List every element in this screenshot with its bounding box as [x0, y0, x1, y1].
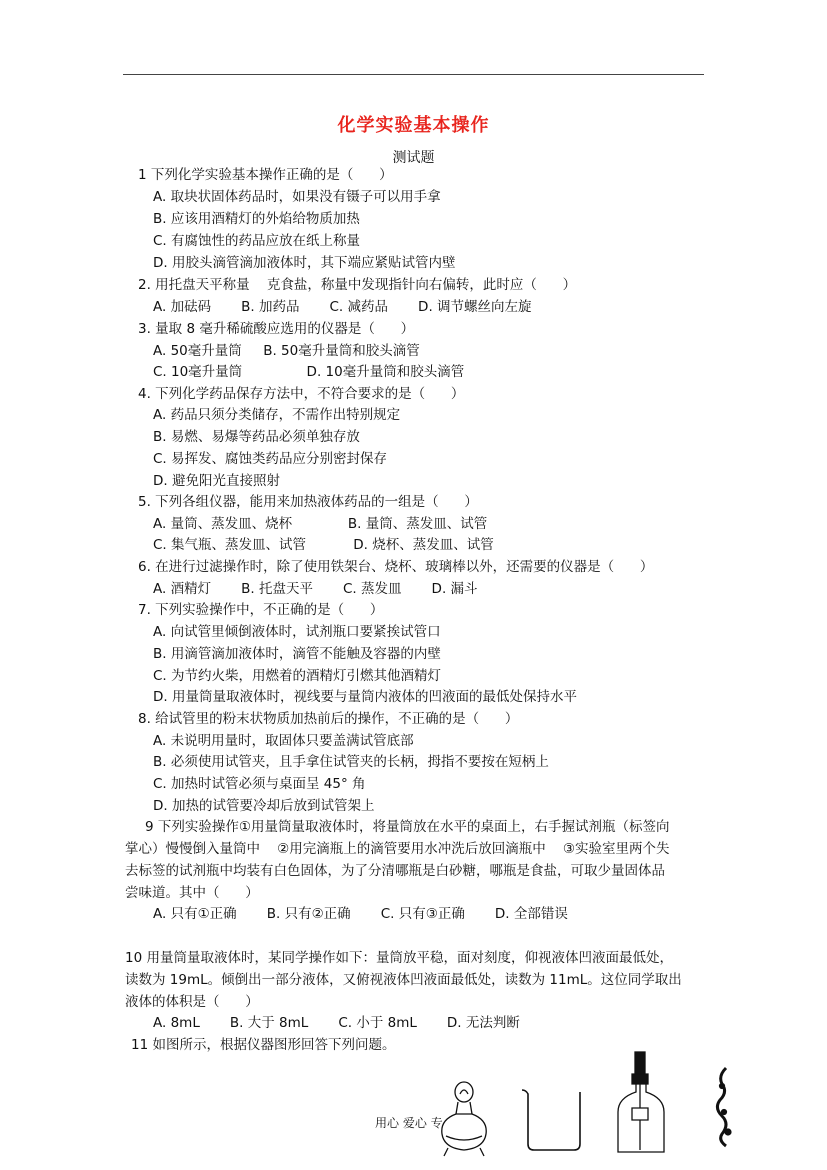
question-7: 7. 下列实验操作中，不正确的是（ ）	[138, 602, 384, 618]
question-8: 8. 给试管里的粉末状物质加热前后的操作，不正确的是（ ）	[138, 711, 519, 727]
question-8-option-c: C. 加热时试管必须与桌面呈 45° 角	[153, 776, 366, 792]
question-3-options-row-2: C. 10毫升量筒 D. 10毫升量筒和胶头滴管	[153, 364, 465, 380]
page-title: 化学实验基本操作	[337, 115, 490, 136]
question-6: 6. 在进行过滤操作时，除了使用铁架台、烧杯、玻璃棒以外，还需要的仪器是（ ）	[138, 559, 654, 575]
question-1-option-b: B. 应该用酒精灯的外焰给物质加热	[153, 211, 360, 227]
question-9-line-4: 尝味道。其中（ ）	[125, 885, 259, 901]
question-8-option-b: B. 必须使用试管夹，且手拿住试管夹的长柄，拇指不要按在短柄上	[153, 754, 549, 770]
question-6-options: A. 酒精灯 B. 托盘天平 C. 蒸发皿 D. 漏斗	[153, 581, 478, 597]
question-1-option-c: C. 有腐蚀性的药品应放在纸上称量	[153, 233, 361, 249]
header-rule	[123, 74, 704, 75]
question-7-option-b: B. 用滴管滴加液体时，滴管不能触及容器的内壁	[153, 646, 441, 662]
question-9-line-3: 去标签的试剂瓶中均装有白色固体，为了分清哪瓶是白砂糖，哪瓶是食盐，可取少量固体品	[125, 863, 665, 879]
question-4-option-d: D. 避免阳光直接照射	[153, 473, 280, 489]
question-5-options-row-2: C. 集气瓶、蒸发皿、试管 D. 烧杯、蒸发皿、试管	[153, 537, 494, 553]
question-4-option-c: C. 易挥发、腐蚀类药品应分别密封保存	[153, 451, 388, 467]
gas-bottle-figure	[614, 1050, 672, 1158]
question-10-line-3: 液体的体积是（ ）	[125, 994, 259, 1010]
question-4-option-a: A. 药品只须分类储存，不需作出特别规定	[153, 407, 401, 423]
alcohol-lamp-figure	[438, 1078, 490, 1160]
question-1-option-a: A. 取块状固体药品时，如果没有镊子可以用手拿	[153, 189, 441, 205]
question-4-option-b: B. 易燃、易爆等药品必须单独存放	[153, 429, 360, 445]
question-5-options-row-1: A. 量筒、蒸发皿、烧杯 B. 量筒、蒸发皿、试管	[153, 516, 488, 532]
page-footer: 用心 爱心 专	[375, 1116, 443, 1130]
question-7-option-c: C. 为节约火柴，用燃着的酒精灯引燃其他酒精灯	[153, 668, 442, 684]
question-2: 2. 用托盘天平称量 克食盐，称量中发现指针向右偏转，此时应（ ）	[138, 277, 577, 293]
question-3-options-row-1: A. 50毫升量筒 B. 50毫升量筒和胶头滴管	[153, 343, 420, 359]
question-2-options: A. 加砝码 B. 加药品 C. 减药品 D. 调节螺丝向左旋	[153, 299, 532, 315]
question-9-line-2: 掌心）慢慢倒入量筒中 ②用完滴瓶上的滴管要用水冲洗后放回滴瓶中 ③实验室里两个失	[125, 841, 670, 857]
question-9-options: A. 只有①正确 B. 只有②正确 C. 只有③正确 D. 全部错误	[153, 906, 568, 922]
question-4: 4. 下列化学药品保存方法中，不符合要求的是（ ）	[138, 386, 465, 402]
question-1-option-d: D. 用胶头滴管滴加液体时，其下端应紧贴试管内壁	[153, 255, 456, 271]
question-1: 1 下列化学实验基本操作正确的是（ ）	[138, 167, 393, 183]
question-9-line-1: 9 下列实验操作①用量筒量取液体时，将量筒放在水平的桌面上，右手握试剂瓶（标签向	[145, 819, 670, 835]
question-3: 3. 量取 8 毫升稀硫酸应选用的仪器是（ ）	[138, 321, 415, 337]
question-11: 11 如图所示，根据仪器图形回答下列问题。	[131, 1037, 396, 1053]
question-8-option-a: A. 未说明用量时，取固体只要盖满试管底部	[153, 733, 414, 749]
question-5: 5. 下列各组仪器，能用来加热液体药品的一组是（ ）	[138, 494, 478, 510]
beaker-figure	[520, 1088, 586, 1154]
question-10-options: A. 8mL B. 大于 8mL C. 小于 8mL D. 无法判断	[153, 1015, 520, 1031]
question-10-line-2: 读数为 19mL。倾倒出一部分液体，又俯视液体凹液面最低处，读数为 11mL。这位同学取出	[125, 972, 682, 988]
iron-clamp-figure	[708, 1066, 742, 1148]
page-subtitle: 测试题	[392, 150, 435, 166]
question-7-option-d: D. 用量筒量取液体时，视线要与量筒内液体的凹液面的最低处保持水平	[153, 689, 577, 705]
question-7-option-a: A. 向试管里倾倒液体时，试剂瓶口要紧挨试管口	[153, 624, 441, 640]
question-8-option-d: D. 加热的试管要冷却后放到试管架上	[153, 798, 375, 814]
question-10-line-1: 10 用量筒量取液体时，某同学操作如下：量筒放平稳，面对刻度，仰视液体凹液面最低处，	[125, 950, 673, 966]
